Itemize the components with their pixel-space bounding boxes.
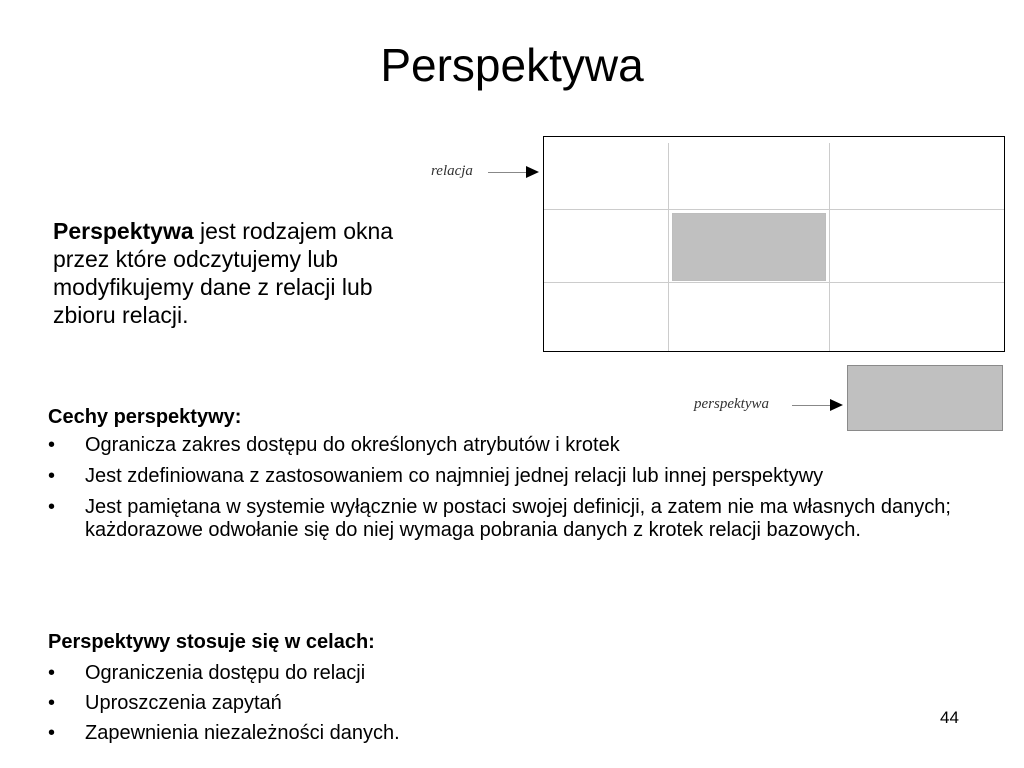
- features-heading: Cechy perspektywy:: [48, 406, 242, 428]
- list-item: [48, 434, 958, 457]
- view-box: [847, 365, 1003, 431]
- grid-row-divider: [544, 282, 1004, 283]
- view-region: [672, 213, 826, 281]
- list-item: [48, 496, 958, 542]
- grid-row-divider: [544, 209, 1004, 210]
- list-item-text: Jest pamiętana w systemie wyłącznie w postaci swojej definicji, a zatem nie ma własnych danych; każdorazowe odwołanie się do niej wymaga pobrania danych z krotek relacji bazowych.: [85, 496, 951, 541]
- bullet-icon: •: [48, 692, 56, 714]
- view-arrow-line: [792, 405, 834, 406]
- list-item-text: Zapewnienia niezależności danych.: [85, 722, 400, 744]
- page-number: 44: [940, 708, 959, 727]
- bullet-icon: •: [48, 496, 56, 518]
- list-item-text: Uproszczenia zapytań: [85, 692, 282, 714]
- relation-table: [543, 136, 1005, 352]
- bullet-icon: •: [48, 434, 56, 456]
- definition-text: [53, 217, 413, 329]
- relation-label: relacja: [431, 163, 473, 179]
- list-item: [48, 722, 958, 745]
- list-item: [48, 662, 958, 685]
- view-label: perspektywa: [694, 396, 769, 412]
- list-item: [48, 465, 958, 488]
- features-list: [48, 434, 958, 550]
- relation-arrow-icon: [526, 166, 539, 178]
- bullet-icon: •: [48, 465, 56, 487]
- relation-arrow-line: [488, 172, 528, 173]
- grid-column-divider: [668, 143, 669, 351]
- definition-rest: jest rodzajem okna przez które odczytujemy lub modyfikujemy dane z relacji lub zbioru relacji.: [53, 218, 394, 328]
- list-item-text: Jest zdefiniowana z zastosowaniem co najmniej jednej relacji lub innej perspektywy: [85, 465, 824, 487]
- purposes-heading: Perspektywy stosuje się w celach:: [48, 631, 375, 653]
- view-arrow-icon: [830, 399, 843, 411]
- definition-term: Perspektywa: [53, 218, 194, 244]
- list-item-text: Ogranicza zakres dostępu do określonych atrybutów i krotek: [85, 434, 620, 456]
- purposes-list: [48, 662, 958, 752]
- grid-column-divider: [829, 143, 830, 351]
- bullet-icon: •: [48, 722, 56, 744]
- slide-title: Perspektywa: [380, 39, 644, 91]
- list-item: [48, 692, 958, 715]
- bullet-icon: •: [48, 662, 56, 684]
- list-item-text: Ograniczenia dostępu do relacji: [85, 662, 366, 684]
